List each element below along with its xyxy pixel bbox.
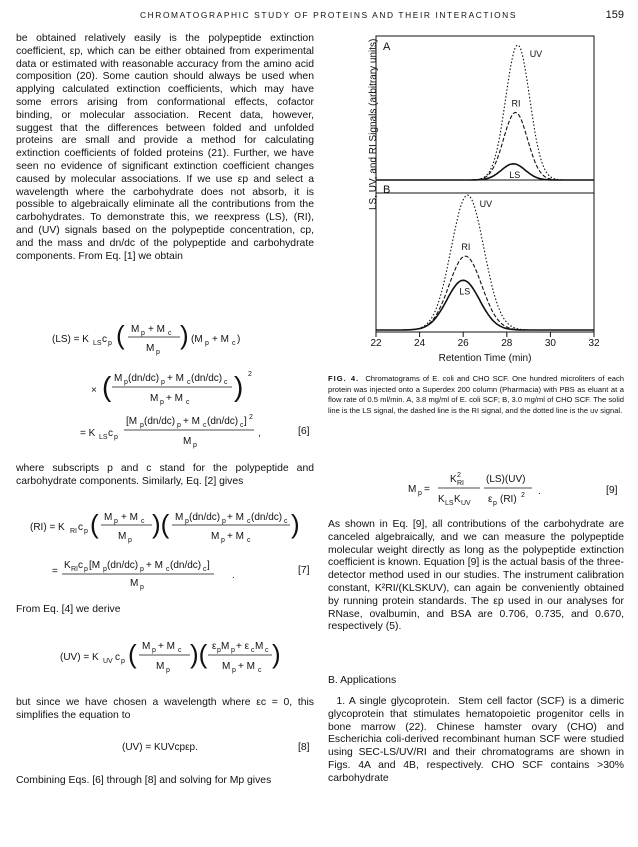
svg-text:p: p	[222, 518, 226, 525]
svg-text:K: K	[454, 494, 461, 505]
svg-text:p: p	[84, 566, 88, 573]
svg-text:(dn/dc): (dn/dc)	[144, 416, 176, 427]
equation-8-number: [8]	[298, 742, 310, 753]
svg-text:): )	[237, 334, 241, 345]
svg-text:p: p	[114, 434, 118, 441]
svg-text:c: c	[251, 647, 255, 654]
svg-text:(dn/dc): (dn/dc)	[207, 416, 239, 427]
svg-text:p: p	[205, 340, 209, 347]
svg-text:(: (	[128, 639, 137, 669]
svg-text:p: p	[217, 647, 221, 654]
svg-text:.: .	[232, 570, 235, 581]
svg-text:)(: )(	[190, 639, 208, 669]
svg-text:p: p	[114, 518, 118, 525]
svg-text:c: c	[240, 422, 244, 429]
svg-text:): )	[291, 509, 300, 539]
svg-text:2: 2	[457, 472, 461, 479]
svg-text:c: c	[203, 566, 207, 573]
svg-text:M: M	[118, 531, 127, 542]
svg-text:2: 2	[249, 414, 253, 421]
svg-text:(dn/dc): (dn/dc)	[191, 373, 223, 384]
svg-text:c: c	[166, 566, 170, 573]
figure-x-label: Retention Time (min)	[438, 353, 532, 364]
svg-text:)(: )(	[152, 509, 170, 539]
left-paragraph-1: be obtained relatively easily is the polypeptide extinction coefficient, εp, which can be either obtained from experimental data or estimated with reasonable accuracy from the amino acid composition (20). Some caution should always be used when applying calculated extinction coefficients, which may have some errors arising from conformational effects, cofactor binding, or molecular association. Recent data, however, suggest that the differences between folded and unfolded proteins are small and provide a method for calculating extinction coefficients of folded proteins (21). Further, we have seen no evidence of significant extinction coefficient changes caused by molecular associations. If we use εp and select a wavelength where the carbohydrate does not absorb, it is possible to algebraically eliminate all the contributions from the carbohydrates. To demonstrate this, we reexpress (LS), (RI), and (UV) signals based on the polypeptide concentration, cp, and the mass and dn/dc of the polypeptide and carbohydrate components. From Eq. [1] we obtain	[16, 33, 314, 262]
svg-text:c: c	[232, 340, 236, 347]
svg-text:c: c	[115, 652, 120, 663]
svg-text:(LS)(UV): (LS)(UV)	[486, 474, 526, 485]
equation-6-number: [6]	[298, 426, 310, 437]
svg-text:c: c	[186, 399, 190, 406]
x-tick-label: 22	[370, 338, 382, 349]
svg-text:p: p	[232, 667, 236, 674]
left-paragraph-5: Combining Eqs. [6] through [8] and solving for Mp gives	[16, 775, 272, 786]
svg-text:c: c	[108, 428, 113, 439]
equation-9	[328, 466, 628, 516]
svg-text:p: p	[156, 349, 160, 356]
svg-text:(dn/dc): (dn/dc)	[107, 560, 139, 571]
svg-text:p: p	[140, 566, 144, 573]
series-line-ri-a	[376, 113, 594, 181]
svg-text:+ M: + M	[158, 641, 175, 652]
svg-text:(dn/dc): (dn/dc)	[128, 373, 160, 384]
x-tick-label: 24	[414, 338, 426, 349]
svg-text:LS: LS	[445, 500, 454, 507]
svg-text:]: ]	[207, 560, 210, 571]
svg-text:M: M	[221, 641, 230, 652]
svg-text:UV: UV	[461, 500, 471, 507]
svg-text:(: (	[90, 509, 99, 539]
svg-text:(LS) = K: (LS) = K	[52, 334, 89, 345]
svg-text:LS: LS	[99, 434, 108, 441]
page-number: 159	[605, 9, 624, 21]
svg-text:M: M	[408, 484, 417, 495]
svg-text:p: p	[103, 566, 107, 573]
svg-text:M: M	[255, 641, 264, 652]
svg-text:p: p	[84, 528, 88, 535]
svg-text:c: c	[203, 422, 207, 429]
subsection-heading: 1. A single glycoprotein.	[336, 696, 450, 707]
svg-text:= K: = K	[80, 428, 96, 439]
svg-text:K: K	[64, 560, 71, 571]
left-paragraph-4: but since we have chosen a wavelength where εc = 0, this simplifies the equation to	[16, 697, 314, 721]
svg-text:M: M	[130, 578, 139, 589]
svg-text:(M: (M	[191, 334, 203, 345]
svg-text:+ ε: + ε	[236, 641, 250, 652]
svg-text:c: c	[224, 379, 228, 386]
svg-text:M: M	[114, 373, 123, 384]
svg-text:p: p	[140, 422, 144, 429]
svg-text:(dn/dc): (dn/dc)	[251, 512, 283, 523]
x-tick-label: 26	[457, 338, 469, 349]
svg-text:M: M	[150, 393, 159, 404]
svg-text:c: c	[141, 518, 145, 525]
svg-text:2: 2	[521, 492, 525, 499]
svg-text:c: c	[78, 560, 83, 571]
series-label-ls-a: LS	[509, 169, 521, 180]
left-paragraph-3: From Eq. [4] we derive	[16, 604, 121, 615]
panel-b-label: B	[383, 184, 391, 196]
svg-text:p: p	[493, 500, 497, 507]
series-line-ri-b	[376, 256, 594, 330]
svg-text:+ M: + M	[148, 324, 165, 335]
svg-text:M: M	[146, 343, 155, 354]
svg-text:M: M	[142, 641, 151, 652]
svg-text:RI: RI	[70, 528, 77, 535]
svg-text:2: 2	[248, 371, 252, 378]
svg-text:M: M	[211, 531, 220, 542]
svg-text:p: p	[124, 379, 128, 386]
svg-text:+ M: + M	[212, 334, 229, 345]
svg-text:p: p	[152, 647, 156, 654]
svg-text:M: M	[131, 324, 140, 335]
svg-text:p: p	[221, 537, 225, 544]
svg-text:+ M: + M	[183, 416, 200, 427]
svg-text:+ M: + M	[227, 531, 244, 542]
svg-text:+ M: + M	[166, 393, 183, 404]
equation-uv	[0, 632, 320, 682]
svg-text:p: p	[121, 658, 125, 665]
figure-4	[336, 30, 626, 370]
series-line-ls-b	[376, 280, 594, 330]
svg-text:p: p	[128, 537, 132, 544]
svg-text:+ M: + M	[146, 560, 163, 571]
svg-text:(dn/dc): (dn/dc)	[189, 512, 221, 523]
svg-text:(: (	[116, 320, 125, 350]
equation-9-number: [9]	[606, 485, 618, 496]
svg-text:p: p	[161, 379, 165, 386]
svg-text:UV: UV	[103, 658, 113, 665]
svg-text:K: K	[438, 494, 445, 505]
svg-text:p: p	[177, 422, 181, 429]
svg-text:p: p	[231, 647, 235, 654]
svg-text:[M: [M	[89, 560, 101, 571]
equation-7-math	[0, 506, 320, 591]
svg-text:p: p	[418, 490, 422, 497]
x-tick-label: 28	[501, 338, 513, 349]
svg-text:c: c	[247, 518, 251, 525]
svg-text:p: p	[193, 442, 197, 449]
right-paragraph-1: As shown in Eq. [9], all contributions of the carbohydrate are canceled algebraically, and we can measure the polypeptide molecular weight directly as long as the polypeptide extinction coefficient is known. Equation [9] is the actual basis of the three-detector method used in our studies. The instrument calibration constant, K²RI/(KLSKUV), can again be conveniently obtained by running protein standards. The εp used in our analyses for RNase, ovalbumin, and BSA are 0.706, 0.735, and 0.670, respectively (5).	[328, 519, 624, 633]
caption-text: Chromatograms of E. coli and CHO SCF. One hundred microliters of each protein was injected onto a Superdex 200 column (Pharmacia) with PBS as eluant at a flow rate of 0.5 ml/min. A, 3.8 mg/ml of E. coli SCF; B, 3.0 mg/ml of CHO SCF. The solid line is the LS signal, the dashed line is the RI signal, and the dotted line is the uv signal.	[328, 374, 624, 415]
running-header	[0, 9, 638, 23]
svg-text:M: M	[104, 512, 113, 523]
svg-text:M: M	[183, 436, 192, 447]
svg-text:+ M: + M	[227, 512, 244, 523]
series-line-uv-a	[376, 45, 594, 180]
svg-text:+ M: + M	[238, 661, 255, 672]
svg-text:c: c	[168, 330, 172, 337]
svg-text:LS: LS	[93, 340, 102, 347]
svg-text:c: c	[102, 334, 107, 345]
svg-text:(UV) = K: (UV) = K	[60, 652, 99, 663]
equation-7-number: [7]	[298, 565, 310, 576]
svg-text:c: c	[265, 647, 269, 654]
x-tick-label: 30	[544, 338, 556, 349]
svg-text:c: c	[284, 518, 288, 525]
svg-text:p: p	[108, 340, 112, 347]
svg-text:=: =	[52, 566, 58, 577]
svg-text:.: .	[538, 486, 541, 497]
svg-text:p: p	[140, 584, 144, 591]
svg-text:ε: ε	[212, 641, 217, 652]
series-label-uv-a: UV	[529, 49, 543, 59]
panel-a-frame	[376, 36, 594, 193]
caption-label: FIG. 4.	[328, 374, 360, 383]
svg-text:c: c	[78, 522, 83, 533]
svg-text:RI: RI	[457, 480, 464, 487]
figure-caption	[328, 374, 624, 416]
svg-text:(RI): (RI)	[500, 494, 517, 505]
x-tick-label: 32	[588, 338, 600, 349]
svg-text:]: ]	[244, 416, 247, 427]
svg-text:ε: ε	[488, 494, 493, 505]
svg-text:p: p	[166, 667, 170, 674]
left-paragraph-2: where subscripts p and c stand for the polypeptide and carbohydrate components. Similarly, Eq. [2] gives	[16, 463, 314, 487]
svg-text:): )	[234, 371, 244, 402]
svg-text:c: c	[187, 379, 191, 386]
svg-text:c: c	[258, 667, 262, 674]
svg-text:p: p	[185, 518, 189, 525]
svg-text:+ M: + M	[121, 512, 138, 523]
svg-text:=: =	[424, 484, 430, 495]
svg-text:×: ×	[91, 385, 97, 396]
series-label-uv-b: UV	[479, 199, 493, 210]
svg-text:c: c	[178, 647, 182, 654]
svg-text:(dn/dc): (dn/dc)	[170, 560, 202, 571]
figure-y-label: LS, UV, and RI Signals (arbitrary units)	[368, 38, 379, 210]
svg-text:(RI) = K: (RI) = K	[30, 522, 65, 533]
panel-a-label: A	[383, 41, 391, 53]
svg-text:M: M	[222, 661, 231, 672]
svg-text:(: (	[102, 371, 112, 402]
svg-text:,: ,	[258, 428, 261, 439]
equation-6-math	[0, 318, 320, 448]
svg-text:p: p	[160, 399, 164, 406]
svg-text:): )	[272, 639, 281, 669]
svg-text:M: M	[175, 512, 184, 523]
svg-text:RI: RI	[71, 566, 78, 573]
svg-text:K: K	[450, 474, 457, 485]
series-label-ls-b: LS	[459, 286, 471, 297]
svg-text:p: p	[141, 330, 145, 337]
svg-text:c: c	[247, 537, 251, 544]
series-label-ri-b: RI	[461, 242, 471, 253]
running-title: CHROMATOGRAPHIC STUDY OF PROTEINS AND THEIR INTERACTIONS	[140, 10, 518, 20]
series-label-ri-a: RI	[511, 98, 521, 109]
svg-text:+ M: + M	[167, 373, 184, 384]
svg-text:M: M	[156, 661, 165, 672]
svg-text:): )	[180, 320, 189, 350]
equation-8: (UV) = KUVcpεp.	[122, 742, 198, 753]
right-paragraph-2: 1. A single glycoprotein. Stem cell factor (SCF) is a dimeric glycoprotein that stimulates hematopoietic progenitor cells in bone marrow (22). Chinese hamster ovary (CHO) and Escherichia coli-derived recombinant human SCF were studied using SEC-LS/UV/RI and their chromatograms are shown in Figs. 4A and 4B, respectively. CHO SCF contains >30% carbohydrate	[328, 696, 625, 784]
section-heading: B. Applications	[328, 675, 397, 686]
svg-text:[M: [M	[126, 416, 138, 427]
